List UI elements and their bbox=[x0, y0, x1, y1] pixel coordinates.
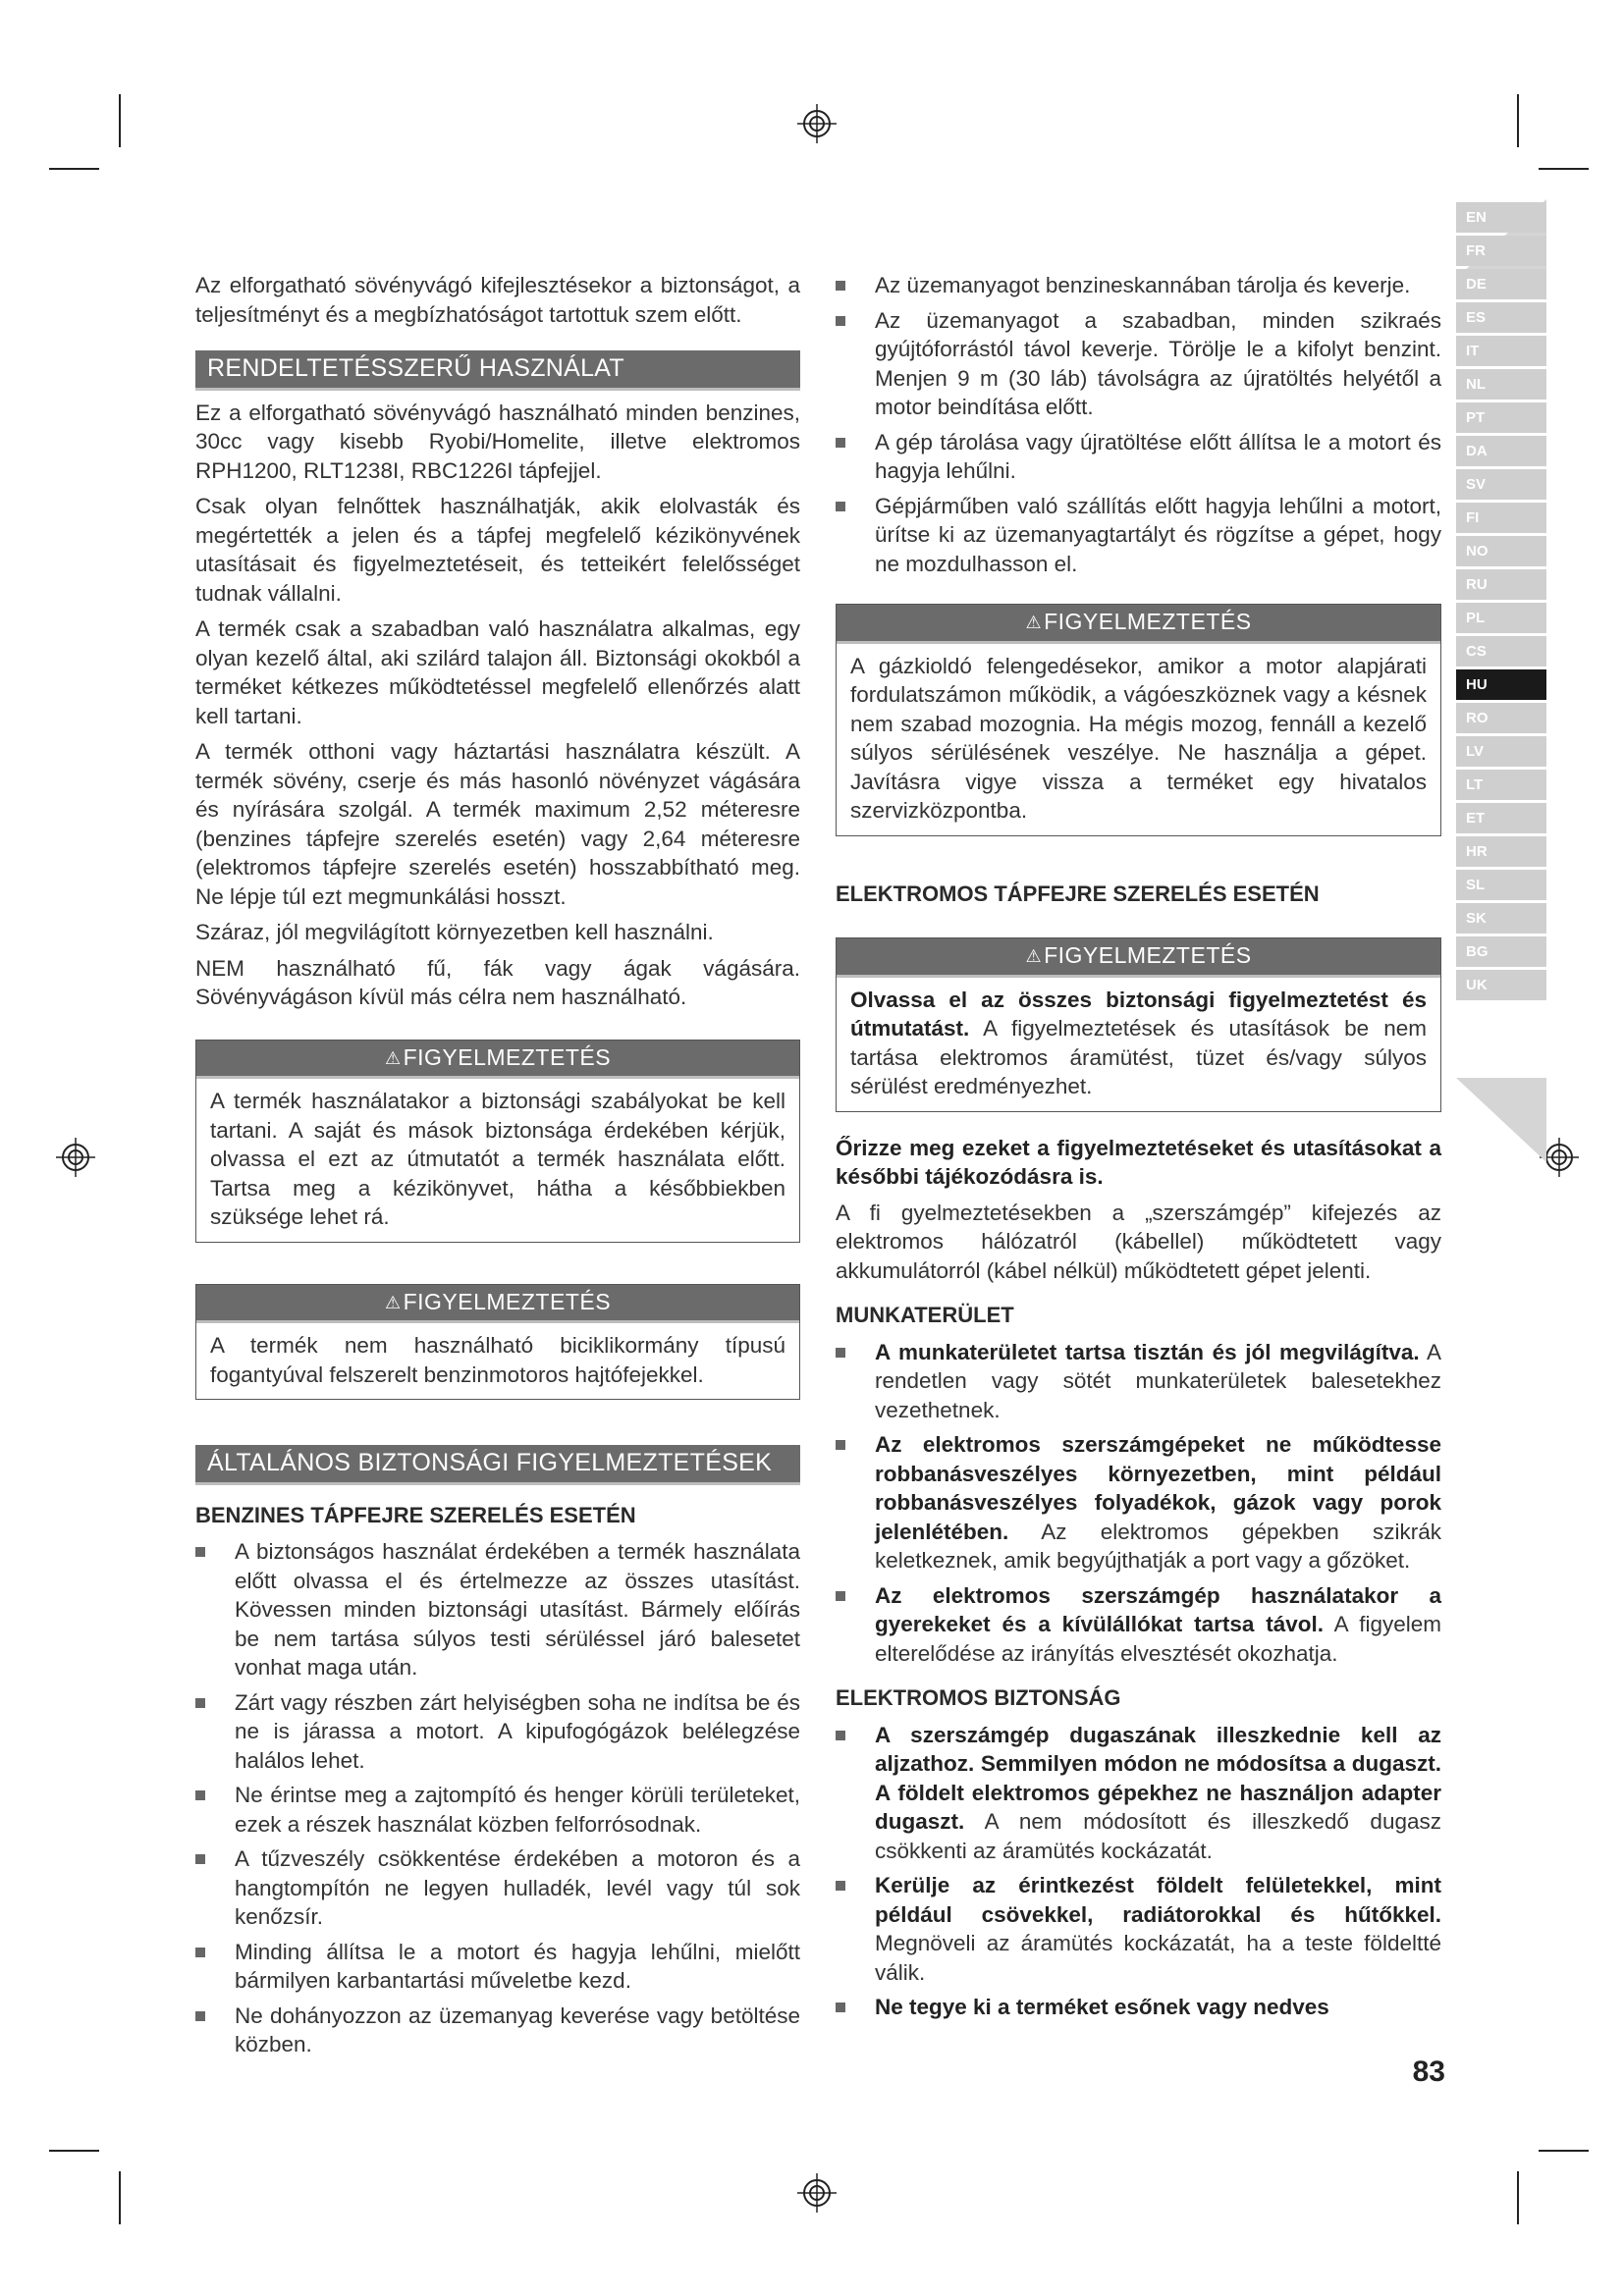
crop-mark bbox=[119, 94, 121, 147]
warning-triangle-icon: ⚠ bbox=[1025, 613, 1043, 632]
warning-triangle-icon: ⚠ bbox=[1025, 946, 1043, 966]
lang-tab-fr: FR bbox=[1456, 236, 1546, 266]
language-tab-bar bbox=[1456, 202, 1546, 1003]
warning-header bbox=[837, 938, 1440, 978]
list-item: Ne dohányozzon az üzemanyag keverése vagy betöltése közben. bbox=[195, 2002, 800, 2059]
bullet-square-icon bbox=[195, 1698, 205, 1708]
keep-instructions-bold: Őrizze meg ezeket a figyelmeztetéseket és utasításokat a későbbi tájékozódásra is. bbox=[836, 1135, 1441, 1189]
work-area-list bbox=[836, 1338, 1441, 1669]
lang-tab-hu: HU bbox=[1456, 669, 1546, 700]
bullet-square-icon bbox=[836, 1440, 845, 1450]
list-item: Az elektromos szerszámgépeket ne működtesse robbanásveszélyes környezetben, mint például robbanásveszélyes folyadékok, gázok vagy porok jelenlétében. Az elektromos gépekben szikrák keletkeznek, amik begyújthatják a port vagy a gőzöket. bbox=[836, 1430, 1441, 1575]
electric-powerhead-heading: ELEKTROMOS TÁPFEJRE SZERELÉS ESETÉN bbox=[836, 881, 1320, 906]
list-item: Kerülje az érintkezést földelt felületekkel, mint például csövekkel, radiátorokkal és hűtőkkel. Megnöveli az áramütés kockázatát, ha a teste földeltté válik. bbox=[836, 1871, 1441, 1987]
list-item: Az elektromos szerszámgép használatakor a gyerekeket és a kívülállókat tartsa távol. A figyelem elterelődése az irányítás elvesztését okozhatja. bbox=[836, 1581, 1441, 1669]
lang-tab-en: EN bbox=[1456, 202, 1546, 233]
electrical-safety-heading: ELEKTROMOS BIZTONSÁG bbox=[836, 1685, 1121, 1710]
intended-use-paragraph: A termék csak a szabadban való használatra alkalmas, egy olyan kezelő által, aki szilárd talajon áll. Biztonsági okokból a terméket kétkezes működtetéssel megfelelő ellenőrzés alatt kell tartani. bbox=[195, 616, 800, 728]
warning-header bbox=[837, 605, 1440, 644]
list-item: Az üzemanyagot benzineskannában tárolja és keverje. bbox=[836, 271, 1441, 300]
crop-mark bbox=[1517, 94, 1519, 147]
lang-tab-pl: PL bbox=[1456, 603, 1546, 633]
left-column bbox=[195, 271, 800, 2065]
bullet-square-icon bbox=[195, 1854, 205, 1864]
warning-title: FIGYELMEZTETÉS bbox=[403, 1288, 612, 1314]
list-item: Zárt vagy részben zárt helyiségben soha ne indítsa be és ne is járassa a motort. A kipufogógázok belélegzése halálos lehet. bbox=[195, 1688, 800, 1776]
list-item: A gép tárolása vagy újratöltése előtt állítsa le a motort és hagyja lehűlni. bbox=[836, 428, 1441, 486]
bullet-square-icon bbox=[836, 502, 845, 511]
warning-box bbox=[195, 1284, 800, 1401]
crop-mark bbox=[1539, 2150, 1589, 2152]
list-item: Ne érintse meg a zajtompító és henger körüli területeket, ezek a részek használat közben felforrósodnak. bbox=[195, 1781, 800, 1839]
list-item: Az üzemanyagot a szabadban, minden szikraés gyújtóforrástól távol keverje. Törölje le a kifolyt benzint. Menjen 9 m (30 láb) távolságra az újratöltés helyétől a motor beindítása előtt. bbox=[836, 306, 1441, 422]
crop-mark bbox=[1517, 2171, 1519, 2224]
crop-mark bbox=[49, 168, 99, 170]
right-column bbox=[836, 271, 1441, 2028]
bullet-square-icon bbox=[195, 2011, 205, 2021]
list-item: Minding állítsa le a motort és hagyja lehűlni, mielőtt bármilyen karbantartási műveletbe kezd. bbox=[195, 1938, 800, 1996]
lang-tab-es: ES bbox=[1456, 302, 1546, 333]
registration-mark-icon bbox=[54, 1136, 97, 1179]
crop-mark bbox=[49, 2150, 99, 2152]
warning-triangle-icon: ⚠ bbox=[384, 1292, 402, 1312]
lang-tab-bottom-triangle bbox=[1456, 1078, 1546, 1162]
lang-tab-et: ET bbox=[1456, 803, 1546, 833]
warning-text: Olvassa el az összes biztonsági figyelmeztetést és útmutatást. A figyelmeztetések és utasítások be nem tartása elektromos áramütést, tüzet és/vagy súlyos sérülést eredményezhet. bbox=[850, 987, 1427, 1098]
bullet-square-icon bbox=[836, 1591, 845, 1601]
list-item: Ne tegye ki a terméket esőnek vagy nedves bbox=[836, 1993, 1441, 2022]
warning-text: A gázkioldó felengedésekor, amikor a motor alapjárati fordulatszámon működik, a vágóeszköznek vagy a késnek nem szabad mozognia. Ha mégis mozog, fennáll a kezelő súlyos sérülésének veszélye. Ne használja a gépet. Javításra vigye vissza a terméket egy hivatalos szervizközpontba. bbox=[850, 653, 1427, 823]
warning-box bbox=[836, 937, 1441, 1112]
intended-use-paragraph: Csak olyan felnőttek használhatják, akik elolvasták és megértették a jelen és a tápfej megfelelő kézikönyvének utasításait és figyelmeztetéseit, és tetteikért felelősséget tudnak vállalni. bbox=[195, 494, 800, 606]
registration-mark-icon bbox=[795, 102, 839, 145]
intended-use-paragraph: A termék otthoni vagy háztartási használatra készült. A termék sövény, cserje és más hasonló növényzet vágására és nyírására szolgál. A termék maximum 2,52 méteresre (benzines tápfejre szerelés esetén) vagy 2,64 méteresre (elektromos tápfejre szerelés esetén) hosszabbítható meg. Ne lépje túl ezt megmunkálási hosszt. bbox=[195, 739, 800, 909]
lang-tab-uk: UK bbox=[1456, 970, 1546, 1000]
lang-tab-sl: SL bbox=[1456, 870, 1546, 900]
intro-paragraph: Az elforgatható sövényvágó kifejlesztésekor a biztonságot, a teljesítményt és a megbízhatóságot tartottuk szem előtt. bbox=[195, 273, 800, 327]
list-item: A biztonságos használat érdekében a termék használata előtt olvassa el és értelmezze az összes utasítást. Kövessen minden biztonsági utasítást. Bármely előírás be nem tartása súlyos testi sérüléssel járó balesetet vonhat maga után. bbox=[195, 1537, 800, 1682]
warning-triangle-icon: ⚠ bbox=[384, 1047, 402, 1068]
lang-tab-ro: RO bbox=[1456, 703, 1546, 733]
bullet-square-icon bbox=[836, 316, 845, 326]
lang-tab-fi: FI bbox=[1456, 503, 1546, 533]
intended-use-paragraph: Száraz, jól megvilágított környezetben kell használni. bbox=[195, 920, 714, 944]
intended-use-paragraph: Ez a elforgatható sövényvágó használható minden benzines, 30cc vagy kisebb Ryobi/Homelite, illetve elektromos RPH1200, RLT1238I, RBC1226I tápfejjel. bbox=[195, 400, 800, 483]
bullet-square-icon bbox=[836, 1731, 845, 1740]
page-number: 83 bbox=[1412, 2056, 1445, 2088]
intended-use-heading: RENDELTETÉSSZERŰ HASZNÁLAT bbox=[195, 350, 800, 391]
lang-tab-lt: LT bbox=[1456, 770, 1546, 800]
warning-box bbox=[836, 604, 1441, 836]
warning-title: FIGYELMEZTETÉS bbox=[1044, 609, 1252, 634]
lang-tab-nl: NL bbox=[1456, 369, 1546, 400]
bullet-square-icon bbox=[836, 1348, 845, 1358]
warning-text: A termék nem használható biciklikormány típusú fogantyúval felszerelt benzinmotoros hajtófejekkel. bbox=[210, 1333, 785, 1387]
bullet-square-icon bbox=[195, 1948, 205, 1957]
lang-tab-da: DA bbox=[1456, 436, 1546, 466]
crop-mark bbox=[1539, 168, 1589, 170]
intended-use-paragraph: NEM használható fű, fák vagy ágak vágására. Sövényvágáson kívül más célra nem használható. bbox=[195, 955, 800, 1009]
bullet-square-icon bbox=[195, 1547, 205, 1557]
bullet-square-icon bbox=[195, 1790, 205, 1800]
bullet-square-icon bbox=[836, 1881, 845, 1891]
list-item: A szerszámgép dugaszának illeszkednie kell az aljzathoz. Semmilyen módon ne módosítsa a dugaszt. A földelt elektromos gépekhez ne használjon adapter dugaszt. A nem módosított és illeszkedő dugasz csökkenti az áramütés kockázatát. bbox=[836, 1721, 1441, 1866]
fuel-safety-list bbox=[836, 271, 1441, 578]
registration-mark-icon bbox=[795, 2171, 839, 2215]
crop-mark bbox=[119, 2171, 121, 2224]
warning-box bbox=[195, 1040, 800, 1243]
list-item: Gépjárműben való szállítás előtt hagyja lehűlni a motort, ürítse ki az üzemanyagtartályt és rögzítse a gépet, hogy ne mozdulhasson el. bbox=[836, 492, 1441, 579]
keep-instructions-text: A fi gyelmeztetésekben a „szerszámgép” kifejezés az elektromos hálózatról (kábellel) működtetett vagy akkumulátorról (kábel nélkül) működtetett gépet jelenti. bbox=[836, 1200, 1441, 1283]
warning-title: FIGYELMEZTETÉS bbox=[1044, 942, 1252, 968]
electrical-safety-list bbox=[836, 1721, 1441, 2022]
lang-tab-sv: SV bbox=[1456, 469, 1546, 500]
work-area-heading: MUNKATERÜLET bbox=[836, 1303, 1014, 1327]
lang-tab-de: DE bbox=[1456, 269, 1546, 299]
petrol-safety-list bbox=[195, 1537, 800, 2059]
bullet-square-icon bbox=[836, 438, 845, 448]
lang-tab-pt: PT bbox=[1456, 402, 1546, 433]
petrol-powerhead-subheading: BENZINES TÁPFEJRE SZERELÉS ESETÉN bbox=[195, 1502, 636, 1527]
lang-tab-lv: LV bbox=[1456, 736, 1546, 767]
warning-bold-text: Olvassa el az összes biztonsági figyelmeztetést és útmutatást. bbox=[850, 987, 1427, 1041]
bullet-square-icon bbox=[836, 2002, 845, 2012]
warning-text: A termék használatakor a biztonsági szabályokat be kell tartani. A saját és mások biztonsága érdekében kérjük, olvassa el ezt az útmutatót a termék használata előtt. Tartsa meg a kézikönyvet, hátha a későbbiekben szüksége lehet rá. bbox=[210, 1089, 785, 1229]
general-safety-heading: ÁLTALÁNOS BIZTONSÁGI FIGYELMEZTETÉSEK bbox=[195, 1445, 800, 1485]
warning-header bbox=[196, 1041, 799, 1080]
lang-tab-hr: HR bbox=[1456, 836, 1546, 867]
lang-tab-ru: RU bbox=[1456, 569, 1546, 600]
lang-tab-sk: SK bbox=[1456, 903, 1546, 934]
lang-tab-cs: CS bbox=[1456, 636, 1546, 667]
warning-title: FIGYELMEZTETÉS bbox=[403, 1043, 612, 1070]
warning-header bbox=[196, 1285, 799, 1324]
bullet-square-icon bbox=[836, 281, 845, 291]
lang-tab-it: IT bbox=[1456, 336, 1546, 366]
lang-tab-no: NO bbox=[1456, 536, 1546, 566]
lang-tab-bg: BG bbox=[1456, 936, 1546, 967]
list-item: A tűzveszély csökkentése érdekében a motoron és a hangtompítón ne legyen hulladék, levél vagy túl sok kenőzsír. bbox=[195, 1844, 800, 1932]
list-item: A munkaterületet tartsa tisztán és jól megvilágítva. A rendetlen vagy sötét munkaterületek balesetekhez vezethetnek. bbox=[836, 1338, 1441, 1425]
